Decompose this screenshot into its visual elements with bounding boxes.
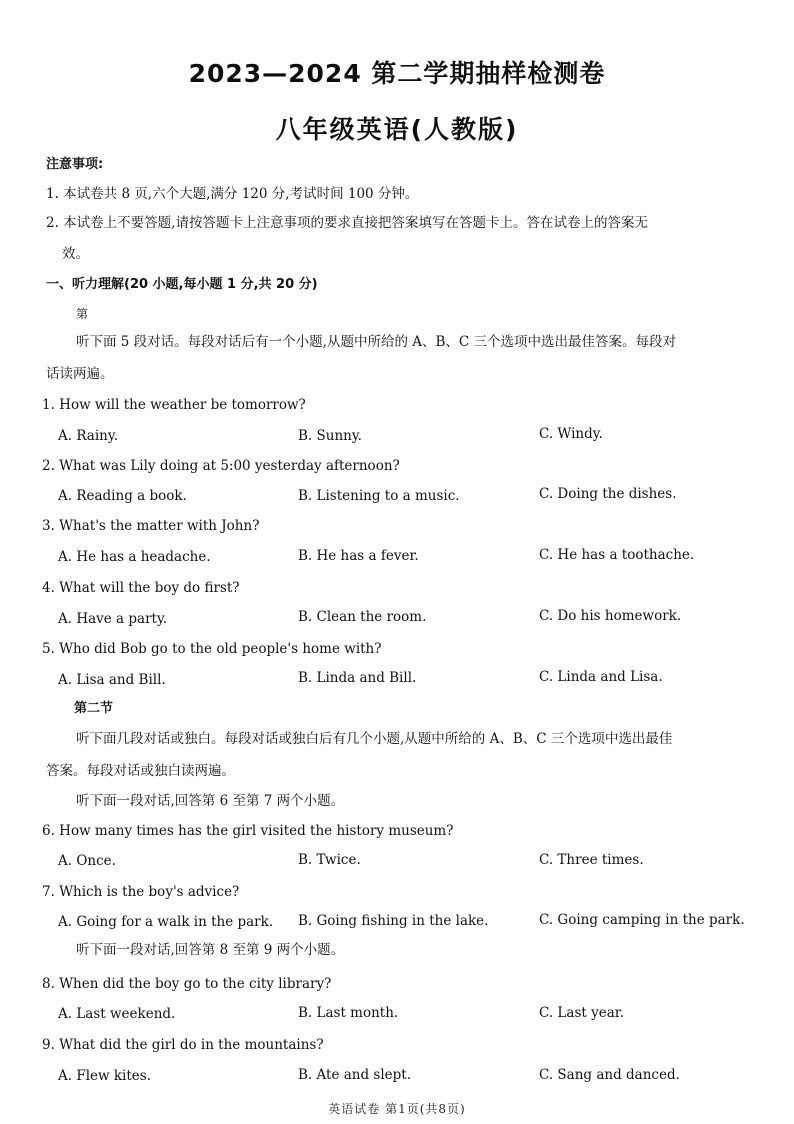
notes-item-1: 1. 本试卷共 8 页,六个大题,满分 120 分,考试时间 100 分钟。: [46, 186, 419, 202]
q8-option-b: B. Last month.: [298, 1005, 399, 1021]
q4-option-b: B. Clean the room.: [298, 609, 427, 625]
question-9: 9. What did the girl do in the mountains?: [42, 1037, 324, 1053]
q9-option-b: B. Ate and slept.: [298, 1067, 411, 1083]
part1-instruction-cont: 话读两遍。: [46, 366, 114, 382]
q9-option-a: A. Flew kites.: [58, 1068, 151, 1084]
part1-label: 第: [76, 307, 89, 321]
page-footer: 英语试卷 第1页(共8页): [328, 1102, 466, 1116]
question-1: 1. How will the weather be tomorrow?: [42, 397, 306, 413]
part1-instruction: 听下面 5 段对话。每段对话后有一个小题,从题中所给的 A、B、C 三个选项中选出最佳答案。每段对: [76, 334, 677, 350]
q2-option-b: B. Listening to a music.: [298, 488, 460, 504]
exam-title: 2023—2024 第二学期抽样检测卷: [188, 59, 606, 88]
q4-option-c: C. Do his homework.: [539, 608, 682, 624]
dialog-8-9-instruction: 听下面一段对话,回答第 8 至第 9 两个小题。: [76, 942, 345, 958]
q3-option-b: B. He has a fever.: [298, 548, 419, 564]
dialog-6-7-instruction: 听下面一段对话,回答第 6 至第 7 两个小题。: [76, 793, 345, 809]
part2-label: 第二节: [74, 701, 114, 716]
q9-option-c: C. Sang and danced.: [539, 1067, 680, 1083]
q5-option-a: A. Lisa and Bill.: [58, 672, 166, 688]
q3-option-c: C. He has a toothache.: [539, 547, 695, 563]
notes-item-2: 2. 本试卷上不要答题,请按答题卡上注意事项的要求直接把答案填写在答题卡上。答在试卷上的答案无: [46, 215, 648, 231]
notes-item-2-cont: 效。: [62, 246, 89, 262]
q2-option-a: A. Reading a book.: [58, 488, 187, 504]
notes-heading: 注意事项:: [46, 157, 104, 172]
q3-option-a: A. He has a headache.: [58, 549, 211, 565]
q4-option-a: A. Have a party.: [58, 611, 168, 627]
question-7: 7. Which is the boy's advice?: [42, 884, 240, 900]
question-6: 6. How many times has the girl visited the history museum?: [42, 823, 454, 839]
q1-option-b: B. Sunny.: [298, 428, 362, 444]
q1-option-c: C. Windy.: [539, 426, 603, 442]
q6-option-a: A. Once.: [58, 853, 116, 869]
q8-option-c: C. Last year.: [539, 1005, 625, 1021]
q6-option-b: B. Twice.: [298, 852, 361, 868]
section1-heading: 一、听力理解(20 小题,每小题 1 分,共 20 分): [46, 277, 318, 292]
q6-option-c: C. Three times.: [539, 852, 644, 868]
q5-option-b: B. Linda and Bill.: [298, 670, 417, 686]
question-5: 5. Who did Bob go to the old people's home with?: [42, 641, 382, 657]
question-4: 4. What will the boy do first?: [42, 580, 240, 596]
q5-option-c: C. Linda and Lisa.: [539, 669, 663, 685]
q7-option-c: C. Going camping in the park.: [539, 912, 745, 928]
question-8: 8. When did the boy go to the city library?: [42, 976, 332, 992]
part2-instruction: 听下面几段对话或独白。每段对话或独白后有几个小题,从题中所给的 A、B、C 三个选项中选出最佳: [76, 731, 673, 747]
part2-instruction-cont: 答案。每段对话或独白读两遍。: [46, 763, 235, 779]
q8-option-a: A. Last weekend.: [58, 1006, 176, 1022]
q7-option-a: A. Going for a walk in the park.: [58, 914, 274, 930]
q7-option-b: B. Going fishing in the lake.: [298, 913, 489, 929]
question-2: 2. What was Lily doing at 5:00 yesterday afternoon?: [42, 458, 400, 474]
q2-option-c: C. Doing the dishes.: [539, 486, 677, 502]
exam-subtitle: 八年级英语(人教版): [275, 115, 519, 144]
q1-option-a: A. Rainy.: [58, 428, 118, 444]
question-3: 3. What's the matter with John?: [42, 518, 260, 534]
